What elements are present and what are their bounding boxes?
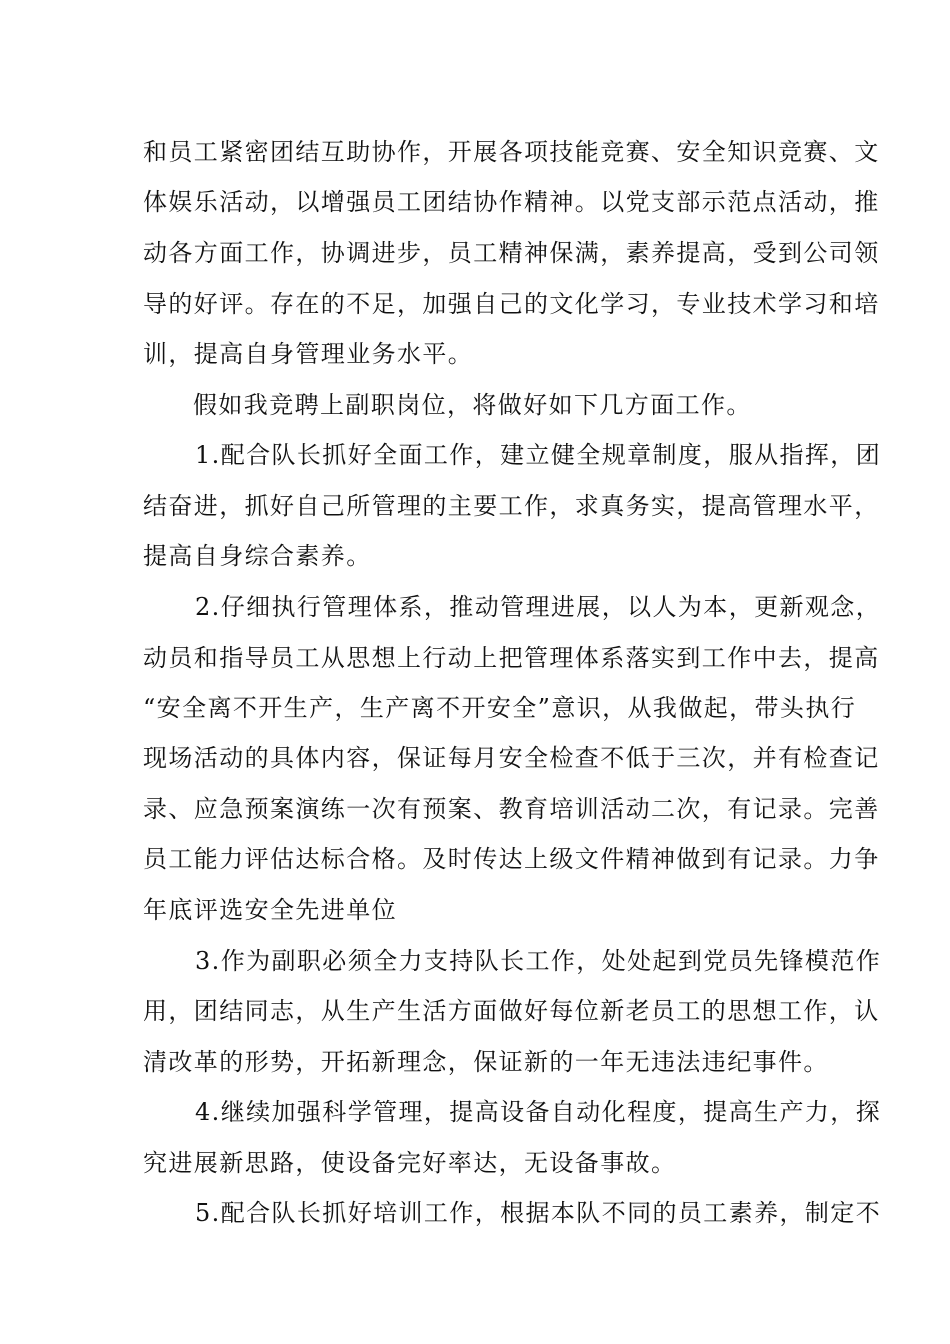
text-line: 4.继续加强科学管理，提高设备自动化程度，提高生产力，探 [195,1098,882,1126]
text-line: 2.仔细执行管理体系，推动管理进展，以人为本，更新观念， [195,593,882,621]
text-line: 录、应急预案演练一次有预案、教育培训活动二次，有记录。完善 [143,795,880,823]
text-line: 用，团结同志，从生产生活方面做好每位新老员工的思想工作，认 [143,997,880,1025]
text-line: 训，提高自身管理业务水平。 [143,340,474,368]
text-line: 体娱乐活动，以增强员工团结协作精神。以党支部示范点活动，推 [143,188,880,216]
text-line: 年底评选安全先进单位 [143,896,397,924]
text-line: 动员和指导员工从思想上行动上把管理体系落实到工作中去，提高 [143,644,880,672]
text-line: 动各方面工作，协调进步，员工精神保满，素养提高，受到公司领 [143,239,880,267]
text-line: 提高自身综合素养。 [143,542,372,570]
text-line: 清改革的形势，开拓新理念，保证新的一年无违法违纪事件。 [143,1048,829,1076]
text-line: 假如我竞聘上副职岗位，将做好如下几方面工作。 [193,391,752,419]
text-line: 员工能力评估达标合格。及时传达上级文件精神做到有记录。力争 [143,845,880,873]
text-line: 导的好评。存在的不足，加强自己的文化学习，专业技术学习和培 [143,290,880,318]
text-line: 结奋进，抓好自己所管理的主要工作，求真务实，提高管理水平， [143,492,880,520]
text-line: 5.配合队长抓好培训工作，根据本队不同的员工素养，制定不 [195,1199,882,1227]
text-line: 现场活动的具体内容，保证每月安全检查不低于三次，并有检查记 [143,744,880,772]
text-line: 1.配合队长抓好全面工作，建立健全规章制度，服从指挥，团 [195,441,882,469]
text-line: 究进展新思路，使设备完好率达，无设备事故。 [143,1149,677,1177]
text-line: “安全离不开生产，生产离不开安全”意识，从我做起，带头执行 [143,694,857,722]
text-line: 3.作为副职必须全力支持队长工作，处处起到党员先锋模范作 [195,947,882,975]
text-line: 和员工紧密团结互助协作，开展各项技能竞赛、安全知识竞赛、文 [143,138,880,166]
